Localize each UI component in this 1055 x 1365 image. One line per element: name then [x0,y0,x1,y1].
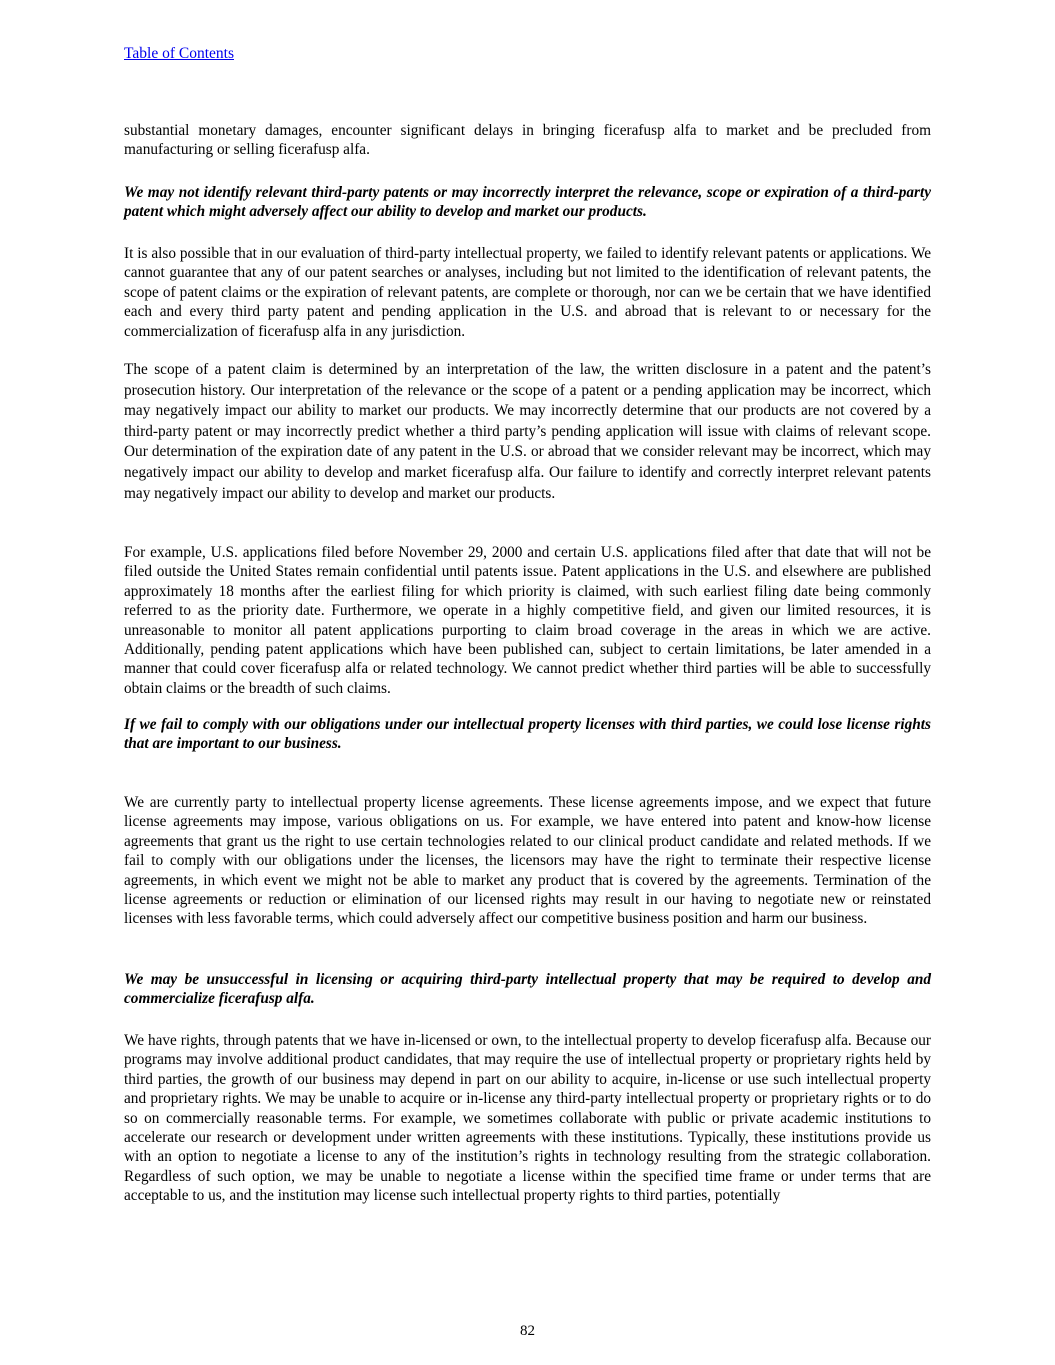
paragraph: substantial monetary damages, encounter significant delays in bringing ficerafusp alfa to market and be precluded from manufacturing or selling ficerafusp alfa. [124,122,931,159]
section-heading: If we fail to comply with our obligations under our intellectual property licenses with third parties, we could lose license rights that are important to our business. [124,716,931,753]
section-heading: We may be unsuccessful in licensing or acquiring third-party intellectual property that may be required to develop and commercialize ficerafusp alfa. [124,971,931,1008]
paragraph: We are currently party to intellectual property license agreements. These license agreements impose, and we expect that future license agreements may impose, various obligations on us. For example, we have entered into patent and know-how license agreements that grant us the right to use certain technologies related to our clinical product candidate and related methods. If we fail to comply with our obligations under the licenses, the licensors may have the right to terminate their respective license agreements, in which event we might not be able to market any product that is covered by the agreements. Termination of the license agreements or reduction or elimination of our licensed rights may result in our having to negotiate new or reinstated licenses with less favorable terms, which could adversely affect our competitive business position and harm our business. [124,794,931,928]
table-of-contents-link[interactable]: Table of Contents [124,45,234,62]
paragraph: The scope of a patent claim is determined by an interpretation of the law, the written disclosure in a patent and the patent’s prosecution history. Our interpretation of the relevance or the scope of a patent or a pending application may be incorrect, which may negatively impact our ability to market our products. We may incorrectly determine that our products are not covered by a third-party patent or may incorrectly predict whether a third party’s pending application will issue with claims of relevant scope. Our determination of the expiration date of any patent in the U.S. or abroad that we consider relevant may be incorrect, which may negatively impact our ability to develop and market ficerafusp alfa. Our failure to identify and correctly interpret relevant patents may negatively impact our ability to develop and market our products. [124,361,931,502]
paragraph: It is also possible that in our evaluation of third-party intellectual property, we failed to identify relevant patents or applications. We cannot guarantee that any of our patent searches or analyses, including but not limited to the identification of relevant patents, the scope of patent claims or the expiration of relevant patents, are complete or thorough, nor can we be certain that we have identified each and every third party patent and pending application in the U.S. and abroad that is relevant to or necessary for the commercialization of ficerafusp alfa in any jurisdiction. [124,245,931,340]
paragraph: We have rights, through patents that we have in-licensed or own, to the intellectual property to develop ficerafusp alfa. Because our programs may involve additional product candidates, that may require the use of intellectual property or proprietary rights held by third parties, the growth of our business may depend in part on our ability to acquire, in-license or use such intellectual property and proprietary rights. We may be unable to acquire or in-license any third-party intellectual property or proprietary rights or to do so on commercially reasonable terms. For example, we sometimes collaborate with public or private academic institutions to accelerate our research or development under written agreements with these institutions. Typically, these institutions provide us with an option to negotiate a license to any of the institution’s rights in technology resulting from the strategic collaboration. Regardless of such option, we may be unable to negotiate a license within the specified time frame or under terms that are acceptable to us, and the institution may license such intellectual property rights to third parties, potentially [124,1032,931,1205]
section-heading: We may not identify relevant third-party patents or may incorrectly interpret the relevance, scope or expiration of a third-party patent which might adversely affect our ability to develop and market our products. [124,184,931,221]
page-number: 82 [520,1323,535,1339]
paragraph: For example, U.S. applications filed before November 29, 2000 and certain U.S. applications filed after that date that will not be filed outside the United States remain confidential until patents issue. Patent applications in the U.S. and elsewhere are published approximately 18 months after the earliest filing for which priority is claimed, with such earliest filing date being commonly referred to as the priority date. Furthermore, we operate in a highly competitive field, and given our limited resources, it is unreasonable to monitor all patent applications purporting to claim broad coverage in the areas in which we are active. Additionally, pending patent applications which have been published can, subject to certain limitations, be later amended in a manner that could cover ficerafusp alfa or related technology. We cannot predict whether third parties will be able to successfully obtain claims or the breadth of such claims. [124,544,931,697]
